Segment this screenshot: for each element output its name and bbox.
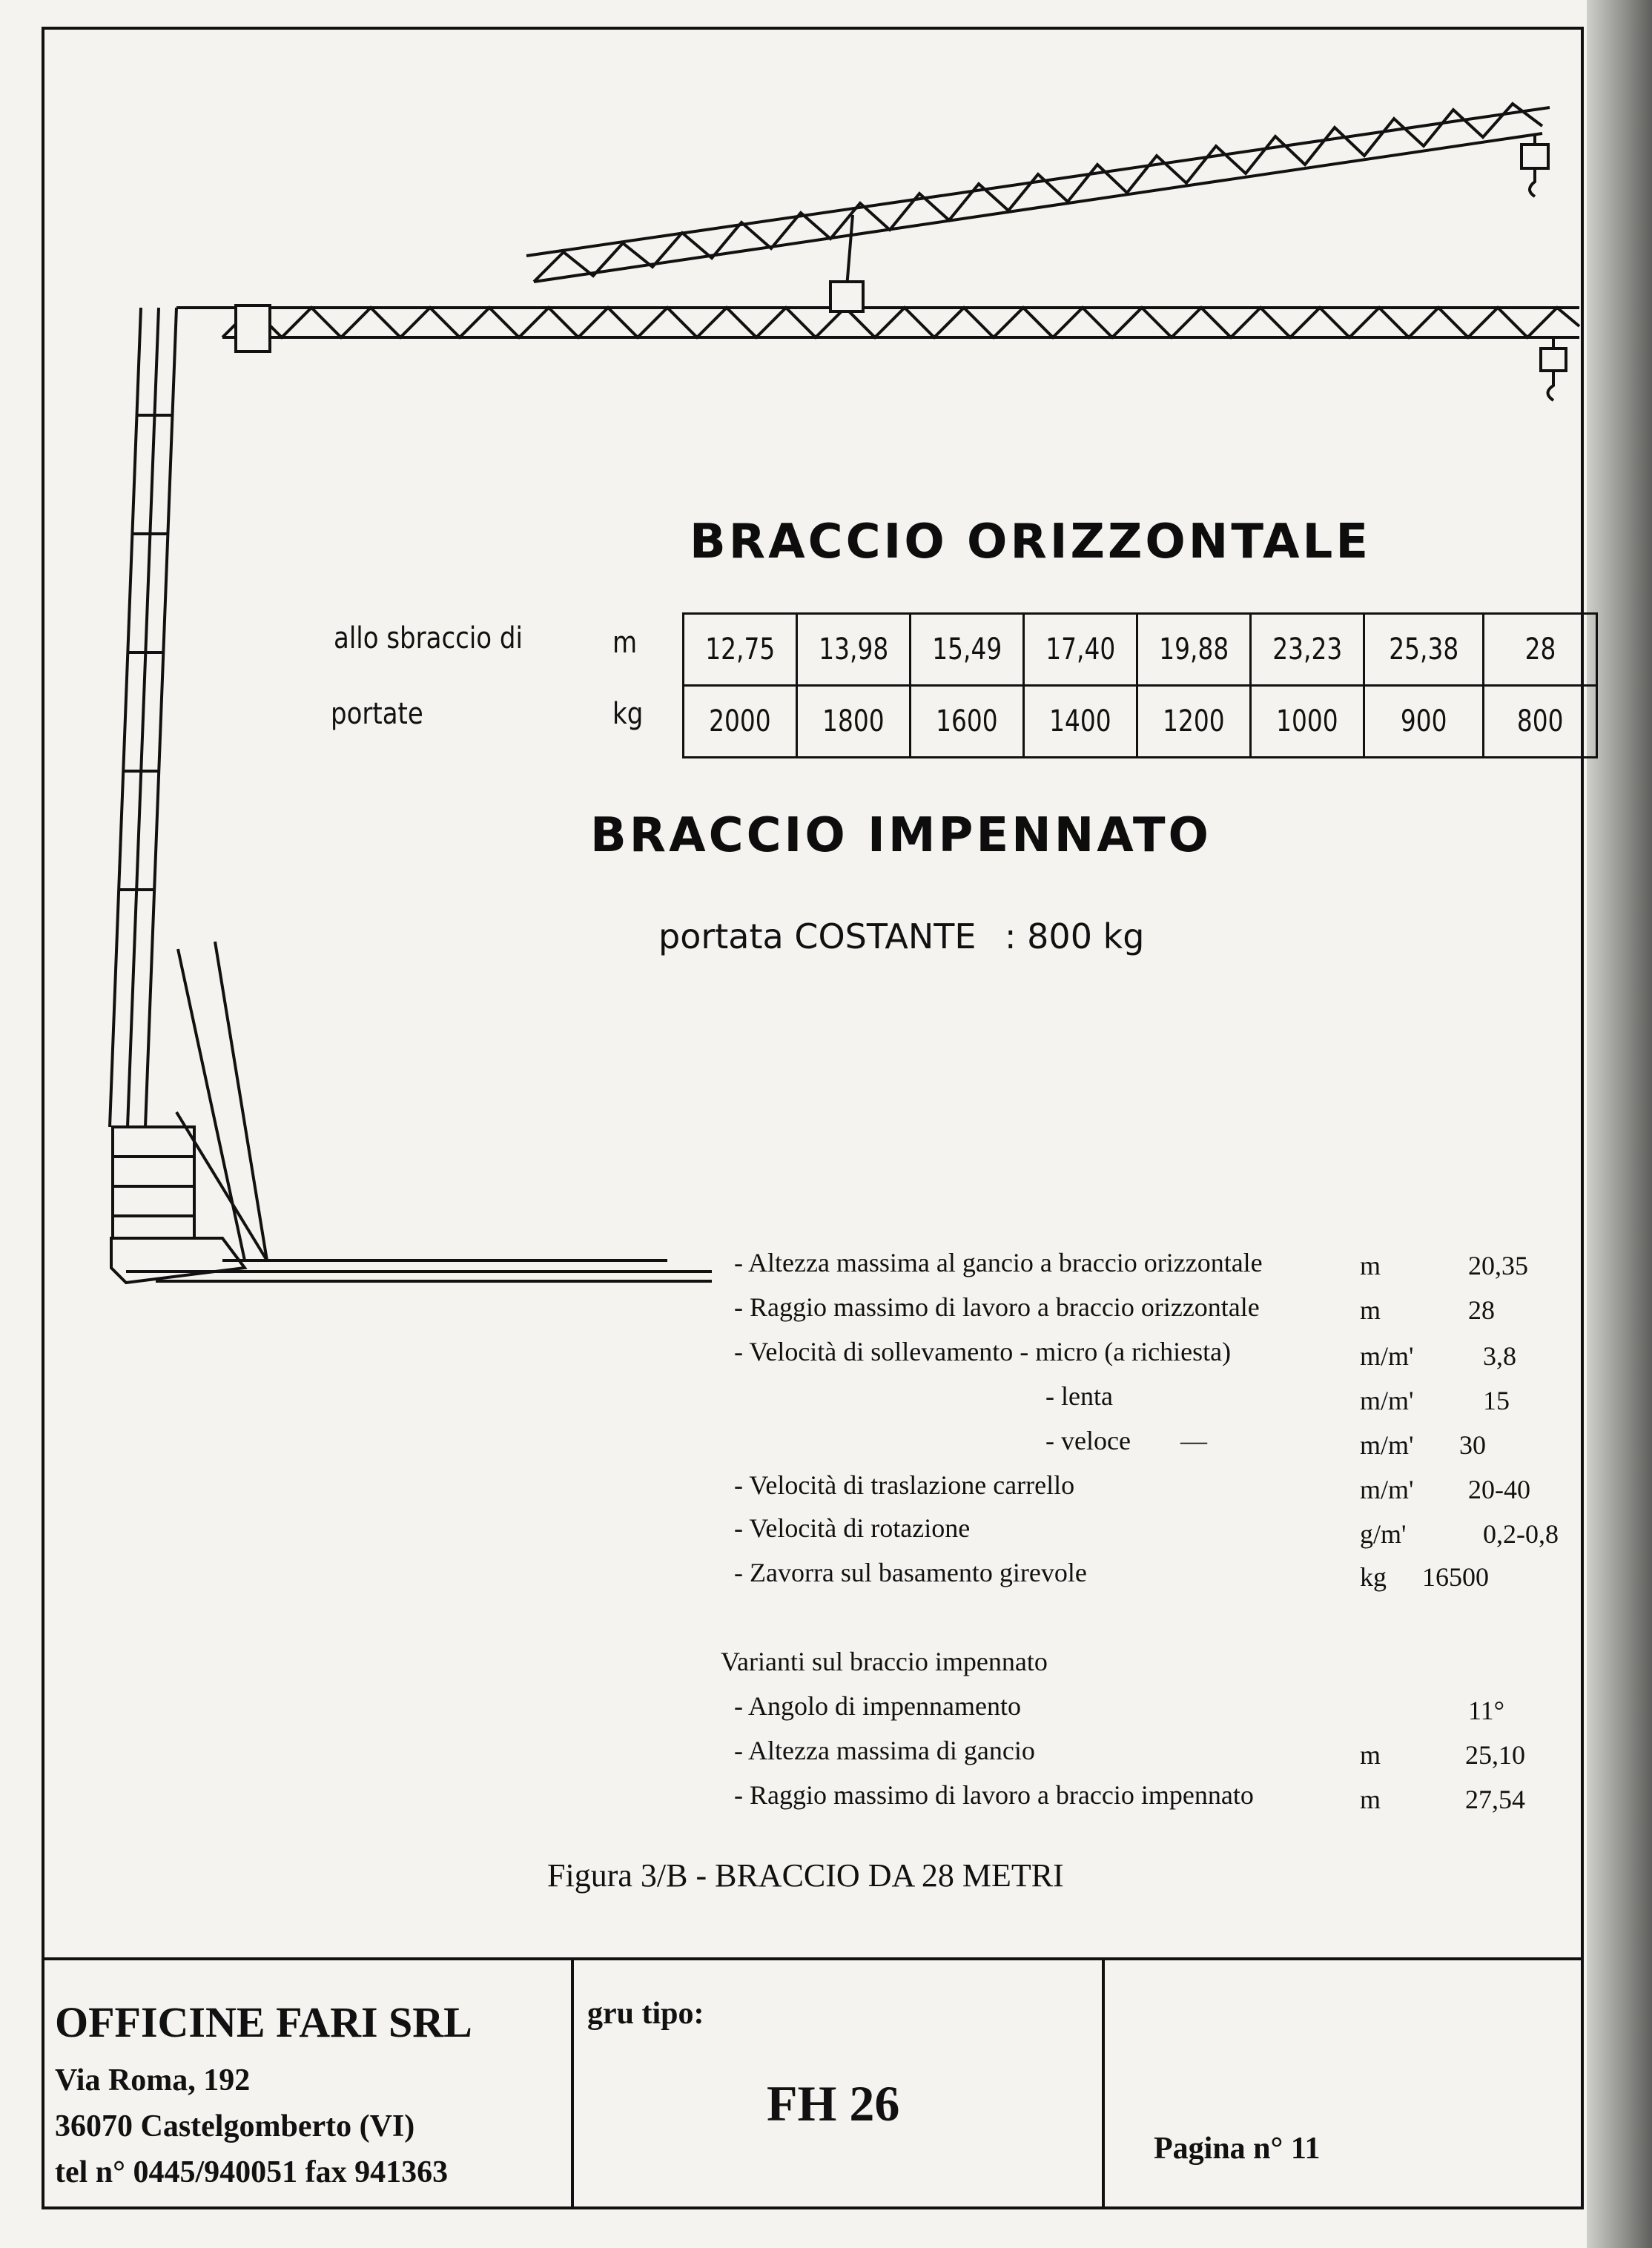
title-block-divider bbox=[1102, 1960, 1105, 2209]
spec-label: - lenta bbox=[1045, 1381, 1113, 1411]
spec-label: - Zavorra sul basamento girevole bbox=[734, 1558, 1087, 1587]
load-row bbox=[684, 686, 1597, 758]
company-address: Via Roma, 192 bbox=[55, 2063, 251, 2097]
spec-label: - Velocità di sollevamento - micro (a richiesta) bbox=[734, 1337, 1232, 1366]
company-name: OFFICINE FARI SRL bbox=[55, 1998, 472, 2046]
load-cell: 800 bbox=[1516, 704, 1564, 738]
load-cell: 900 bbox=[1400, 704, 1447, 738]
crane-type-value: FH 26 bbox=[767, 2075, 900, 2132]
spec-unit: m bbox=[1360, 1295, 1381, 1325]
variant-unit: m bbox=[1360, 1740, 1381, 1770]
spec-unit: m/m' bbox=[1360, 1341, 1414, 1371]
spec-unit: m/m' bbox=[1360, 1475, 1414, 1504]
load-cell: 1000 bbox=[1276, 704, 1338, 738]
horizontal-jib-title: BRACCIO ORIZZONTALE bbox=[690, 515, 1372, 569]
reach-cell: 28 bbox=[1524, 632, 1556, 667]
variants-title: Varianti sul braccio impennato bbox=[721, 1647, 1048, 1676]
spec-value: 16500 bbox=[1422, 1562, 1489, 1592]
variant-label: - Raggio massimo di lavoro a braccio impennato bbox=[734, 1780, 1254, 1810]
spec-unit: g/m' bbox=[1360, 1519, 1407, 1549]
spec-value: 28 bbox=[1468, 1295, 1495, 1325]
variant-value: 27,54 bbox=[1465, 1785, 1525, 1814]
spec-value: 20,35 bbox=[1468, 1251, 1528, 1280]
load-cell: 1800 bbox=[822, 704, 885, 738]
spec-label: - Velocità di traslazione carrello bbox=[734, 1470, 1075, 1500]
reach-cell: 12,75 bbox=[705, 632, 775, 667]
spec-unit: m/m' bbox=[1360, 1430, 1414, 1460]
spec-divider: — bbox=[1180, 1426, 1207, 1455]
figure-caption: Figura 3/B - BRACCIO DA 28 METRI bbox=[547, 1857, 1064, 1894]
load-cell: 1200 bbox=[1163, 704, 1225, 738]
load-cell: 1600 bbox=[936, 704, 998, 738]
spec-value: 20-40 bbox=[1468, 1475, 1530, 1504]
variant-value: 11° bbox=[1468, 1696, 1505, 1725]
constant-load-label bbox=[658, 916, 1144, 956]
load-cell: 1400 bbox=[1049, 704, 1111, 738]
reach-cell: 15,49 bbox=[932, 632, 1002, 667]
variant-label: - Angolo di impennamento bbox=[734, 1691, 1021, 1721]
company-phone: tel n° 0445/940051 fax 941363 bbox=[55, 2155, 449, 2189]
spec-label: - veloce bbox=[1045, 1426, 1131, 1455]
reach-row-unit: m bbox=[612, 626, 638, 660]
variant-value: 25,10 bbox=[1465, 1740, 1525, 1770]
spec-label: - Raggio massimo di lavoro a braccio orizzontale bbox=[734, 1292, 1260, 1322]
spec-value: 3,8 bbox=[1483, 1341, 1516, 1371]
load-cell: 2000 bbox=[709, 704, 771, 738]
title-block-divider bbox=[571, 1960, 574, 2209]
title-block bbox=[42, 1957, 1584, 2209]
constant-load-value: : 800 kg bbox=[1005, 916, 1145, 956]
spec-value: 15 bbox=[1483, 1386, 1510, 1415]
spec-label: - Velocità di rotazione bbox=[734, 1513, 971, 1543]
company-city: 36070 Castelgomberto (VI) bbox=[55, 2109, 415, 2143]
reach-row-label: allo sbraccio di bbox=[334, 621, 523, 655]
variant-unit: m bbox=[1360, 1785, 1381, 1814]
load-chart-table bbox=[682, 612, 1598, 758]
spec-label: - Altezza massima al gancio a braccio orizzontale bbox=[734, 1248, 1263, 1277]
reach-cell: 13,98 bbox=[819, 632, 888, 667]
crane-type-label: gru tipo: bbox=[587, 1997, 704, 2031]
spec-unit: kg bbox=[1360, 1562, 1387, 1592]
constant-load-text: portata COSTANTE bbox=[658, 916, 977, 956]
reach-cell: 25,38 bbox=[1389, 632, 1458, 667]
spec-value: 30 bbox=[1459, 1430, 1486, 1460]
reach-cell: 17,40 bbox=[1045, 632, 1115, 667]
luffing-jib-title: BRACCIO IMPENNATO bbox=[590, 808, 1212, 863]
spec-unit: m/m' bbox=[1360, 1386, 1414, 1415]
page-number: Pagina n° 11 bbox=[1154, 2132, 1321, 2166]
variant-label: - Altezza massima di gancio bbox=[734, 1736, 1035, 1765]
reach-row bbox=[684, 614, 1597, 686]
reach-cell: 23,23 bbox=[1272, 632, 1342, 667]
reach-cell: 19,88 bbox=[1159, 632, 1229, 667]
spec-unit: m bbox=[1360, 1251, 1381, 1280]
spec-value: 0,2-0,8 bbox=[1483, 1519, 1559, 1549]
load-row-unit: kg bbox=[612, 697, 644, 731]
load-row-label: portate bbox=[331, 697, 423, 731]
